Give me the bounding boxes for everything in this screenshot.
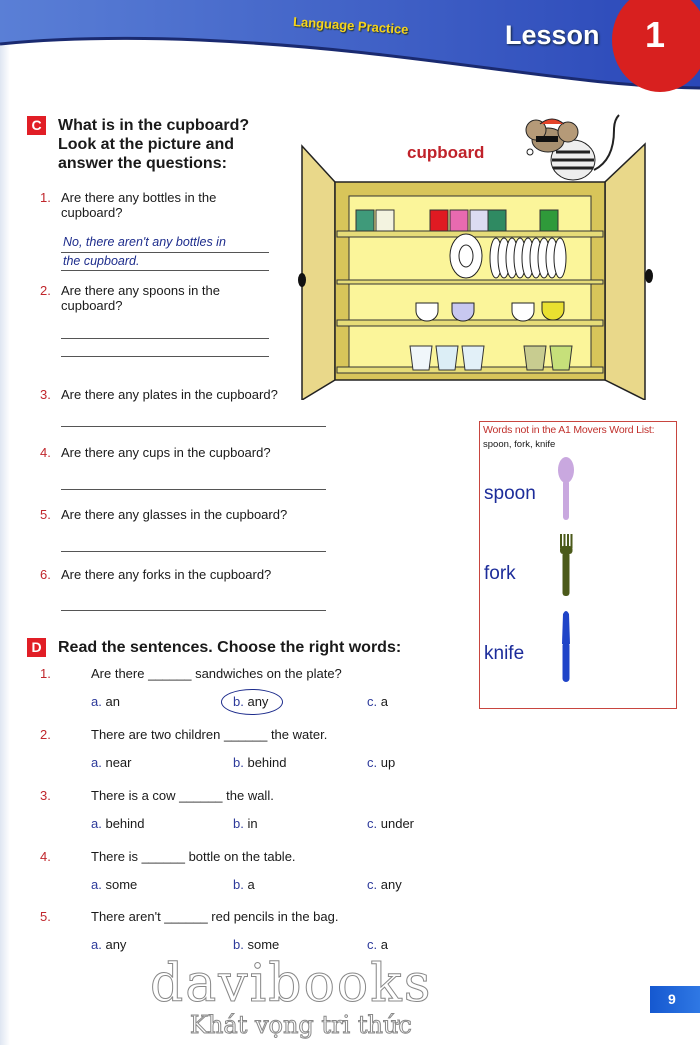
answer-line[interactable] [61, 489, 326, 490]
fork-icon [560, 534, 573, 596]
answer-line[interactable] [61, 551, 326, 552]
option-a[interactable] [91, 937, 126, 952]
question-text [61, 283, 220, 313]
question-text: Are there any plates in the cupboard? [61, 387, 278, 402]
item-number: 1. [40, 666, 51, 681]
option-letter: a. [91, 816, 102, 831]
exercise-c-title [58, 116, 249, 173]
option-letter: b. [233, 816, 244, 831]
option-text: behind [247, 755, 287, 770]
exercise-d-title: Read the sentences. Choose the right words: [58, 639, 402, 656]
option-text: behind [105, 816, 145, 831]
option-letter: c. [367, 816, 378, 831]
question-text [61, 190, 216, 220]
item-sentence: There are two children ______ the water. [91, 727, 328, 742]
option-letter: a. [91, 877, 102, 892]
option-text: any [380, 877, 402, 892]
section-title: Language Practice [292, 13, 409, 38]
option-letter: c. [367, 937, 378, 952]
answer-line[interactable] [61, 252, 269, 253]
item-number: 2. [40, 727, 51, 742]
option-letter: a. [91, 755, 102, 770]
exercise-d-badge: D [27, 638, 46, 657]
option-text: some [247, 937, 280, 952]
option-letter: c. [367, 755, 378, 770]
option-c[interactable] [367, 816, 414, 831]
option-a[interactable] [91, 877, 137, 892]
option-letter: a. [91, 694, 102, 709]
q-line: Are there any spoons in the [61, 283, 220, 298]
option-text: any [105, 937, 127, 952]
option-b[interactable] [233, 877, 255, 892]
knife-icon [562, 611, 570, 682]
option-letter: a. [91, 937, 102, 952]
option-c[interactable] [367, 694, 388, 709]
question-number: 2. [40, 283, 51, 298]
question-number: 3. [40, 387, 51, 402]
answer-circle [221, 689, 283, 715]
answer-line[interactable] [61, 426, 326, 427]
answer-text: No, there aren't any bottles in [63, 235, 226, 249]
option-a[interactable] [91, 694, 120, 709]
word-box-list: spoon, fork, knife [483, 439, 556, 450]
option-text: near [105, 755, 132, 770]
option-c[interactable] [367, 877, 402, 892]
q-line: cupboard? [61, 205, 123, 220]
option-text: a [247, 877, 255, 892]
question-number: 1. [40, 190, 51, 205]
q-line: cupboard? [61, 298, 123, 313]
question-number: 6. [40, 567, 51, 582]
word-knife: knife [484, 643, 525, 664]
word-fork: fork [484, 563, 516, 584]
item-sentence: There is a cow ______ the wall. [91, 788, 274, 803]
item-sentence: There aren't ______ red pencils in the bag. [91, 909, 339, 924]
answer-line[interactable] [61, 338, 269, 339]
option-text: under [380, 816, 414, 831]
word-box-title: Words not in the A1 Movers Word List: [483, 424, 655, 436]
question-text: Are there any cups in the cupboard? [61, 445, 271, 460]
item-sentence: Are there ______ sandwiches on the plate? [91, 666, 342, 681]
question-number: 5. [40, 507, 51, 522]
title-line: answer the questions: [58, 155, 227, 172]
option-text: an [105, 694, 120, 709]
option-letter: b. [233, 937, 244, 952]
lesson-number: 1 [645, 14, 666, 55]
option-c[interactable] [367, 937, 388, 952]
question-text: Are there any glasses in the cupboard? [61, 507, 288, 522]
answer-line[interactable] [61, 610, 326, 611]
option-letter: b. [233, 877, 244, 892]
answer-line[interactable] [61, 270, 269, 271]
option-text: some [105, 877, 138, 892]
watermark-brand: davibooks [150, 954, 433, 1014]
word-list-box [479, 421, 677, 709]
item-number: 4. [40, 849, 51, 864]
page-number: 9 [650, 986, 700, 1013]
option-text: a [380, 937, 388, 952]
option-letter: b. [233, 694, 244, 709]
title-line: Look at the picture and [58, 136, 235, 153]
word-spoon: spoon [484, 483, 536, 504]
mouse-icon [526, 115, 619, 180]
option-b[interactable] [233, 816, 258, 831]
title-line: What is in the cupboard? [58, 117, 250, 134]
question-number: 4. [40, 445, 51, 460]
answer-line[interactable] [61, 356, 269, 357]
option-text: in [247, 816, 258, 831]
option-c[interactable] [367, 755, 395, 770]
answer-text: the cupboard. [63, 254, 140, 268]
option-letter: c. [367, 694, 378, 709]
option-text: up [380, 755, 396, 770]
option-a[interactable] [91, 816, 145, 831]
picture-label: cupboard [407, 143, 485, 162]
exercise-c-badge: C [27, 116, 46, 135]
option-text: any [247, 694, 269, 709]
lesson-label: Lesson [505, 20, 600, 50]
item-number: 5. [40, 909, 51, 924]
option-letter: b. [233, 755, 244, 770]
item-number: 3. [40, 788, 51, 803]
item-sentence: There is ______ bottle on the table. [91, 849, 296, 864]
option-b[interactable] [233, 937, 279, 952]
option-text: a [380, 694, 388, 709]
watermark-slogan: Khát vọng tri thức [190, 1011, 412, 1039]
option-letter: c. [367, 877, 378, 892]
q-line: Are there any bottles in the [61, 190, 217, 205]
option-b[interactable] [233, 755, 287, 770]
page-edge-shadow [0, 0, 10, 1045]
cutlery-icons [554, 456, 578, 696]
spoon-icon [558, 457, 574, 520]
option-a[interactable] [91, 755, 132, 770]
question-text: Are there any forks in the cupboard? [61, 567, 272, 582]
